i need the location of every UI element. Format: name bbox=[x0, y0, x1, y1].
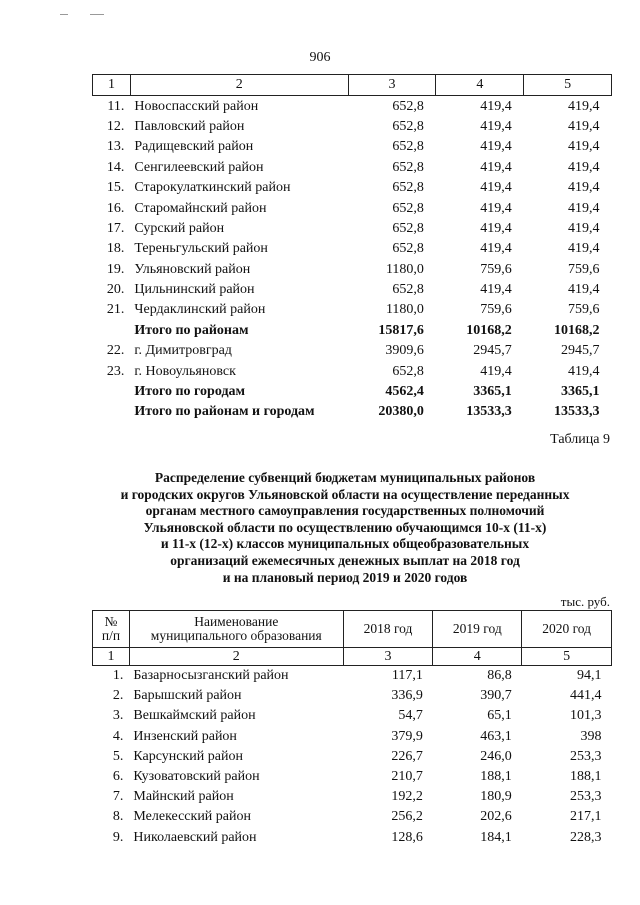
row-value: 419,4 bbox=[568, 98, 600, 114]
row-name: Тереньгульский район bbox=[134, 241, 268, 257]
row-value: 419,4 bbox=[568, 159, 600, 175]
table-continuation bbox=[92, 74, 612, 423]
row-name: Сурский район bbox=[134, 220, 225, 236]
row-name: Инзенский район bbox=[133, 728, 237, 744]
table-row bbox=[93, 300, 612, 320]
row-name: Радищевский район bbox=[134, 139, 254, 155]
row-value: 759,6 bbox=[568, 261, 600, 277]
header-text: Наименование bbox=[194, 614, 279, 629]
table-row bbox=[93, 260, 612, 280]
row-value: 3909,6 bbox=[385, 343, 424, 359]
subvention-table bbox=[92, 610, 612, 848]
row-number: 13. bbox=[106, 139, 125, 155]
row-number: 18. bbox=[106, 241, 125, 257]
table-row bbox=[93, 361, 612, 381]
row-value: 441,4 bbox=[570, 688, 602, 704]
table-row bbox=[93, 767, 612, 787]
row-value: 2945,7 bbox=[473, 343, 512, 359]
table-row bbox=[93, 686, 612, 706]
row-name: Мелекесский район bbox=[133, 809, 251, 825]
row-number: 17. bbox=[106, 220, 125, 236]
row-value: 180,9 bbox=[480, 789, 512, 805]
row-value: 1180,0 bbox=[385, 302, 424, 318]
row-value: 398 bbox=[580, 728, 602, 744]
row-value: 390,7 bbox=[480, 688, 512, 704]
table-row bbox=[93, 727, 612, 747]
row-value: 419,4 bbox=[568, 220, 600, 236]
row-number bbox=[93, 321, 131, 341]
row-name: Итого по районам bbox=[134, 322, 249, 338]
row-value: 336,9 bbox=[391, 688, 423, 704]
row-name: Новоспасский район bbox=[134, 98, 259, 114]
row-value: 20380,0 bbox=[378, 404, 424, 420]
header-cell: 5 bbox=[524, 75, 612, 96]
row-number: 11. bbox=[107, 98, 125, 114]
row-value: 419,4 bbox=[568, 363, 600, 379]
row-number: 3. bbox=[112, 708, 124, 724]
row-value: 652,8 bbox=[392, 363, 424, 379]
table-row bbox=[93, 382, 612, 402]
table-row bbox=[93, 198, 612, 218]
row-value: 202,6 bbox=[480, 809, 512, 825]
row-value: 13533,3 bbox=[466, 404, 512, 420]
row-number: 9. bbox=[112, 829, 124, 845]
row-number: 21. bbox=[106, 302, 125, 318]
row-number bbox=[93, 402, 131, 422]
row-value: 65,1 bbox=[487, 708, 512, 724]
row-value: 652,8 bbox=[392, 118, 424, 134]
header-cell: 2 bbox=[130, 75, 348, 96]
row-value: 419,4 bbox=[568, 200, 600, 216]
row-value: 246,0 bbox=[480, 748, 512, 764]
page-number: 906 bbox=[309, 50, 331, 65]
header-2018: 2018 год bbox=[343, 611, 433, 648]
row-value: 253,3 bbox=[570, 748, 602, 764]
row-number: 1. bbox=[112, 668, 124, 684]
row-value: 256,2 bbox=[391, 809, 423, 825]
header-2019: 2019 год bbox=[433, 611, 522, 648]
row-name: Базарносызганский район bbox=[133, 668, 289, 684]
row-value: 419,4 bbox=[568, 180, 600, 196]
row-value: 94,1 bbox=[577, 668, 602, 684]
row-value: 419,4 bbox=[480, 118, 512, 134]
scan-mark bbox=[60, 14, 68, 15]
header-cell: 4 bbox=[436, 75, 524, 96]
table-index-header bbox=[93, 648, 612, 666]
row-value: 419,4 bbox=[480, 282, 512, 298]
row-name: Старомайнский район bbox=[134, 200, 267, 216]
title-line: Распределение субвенций бюджетам муниципальных районов bbox=[154, 470, 536, 485]
table-row bbox=[93, 666, 612, 687]
row-value: 419,4 bbox=[480, 139, 512, 155]
row-number: 15. bbox=[106, 180, 125, 196]
row-name: Николаевский район bbox=[133, 829, 257, 845]
row-value: 419,4 bbox=[480, 363, 512, 379]
table-row bbox=[93, 219, 612, 239]
row-value: 188,1 bbox=[570, 769, 602, 785]
table-title bbox=[80, 470, 610, 586]
row-value: 419,4 bbox=[568, 139, 600, 155]
header-cell: 1 bbox=[93, 75, 131, 96]
row-value: 419,4 bbox=[480, 159, 512, 175]
row-value: 652,8 bbox=[392, 139, 424, 155]
row-value: 652,8 bbox=[392, 220, 424, 236]
row-name: Вешкаймский район bbox=[133, 708, 256, 724]
row-value: 3365,1 bbox=[473, 384, 512, 400]
table-row bbox=[93, 747, 612, 767]
header-name bbox=[129, 611, 343, 648]
unit-label: тыс. руб. bbox=[560, 594, 610, 609]
title-line: органам местного самоуправления государственных полномочий bbox=[145, 503, 545, 519]
row-name: Итого по городам bbox=[134, 384, 246, 400]
row-name: Павловский район bbox=[134, 118, 245, 134]
row-value: 652,8 bbox=[392, 159, 424, 175]
row-number: 12. bbox=[106, 118, 125, 134]
row-value: 86,8 bbox=[487, 668, 512, 684]
title-line: и городских округов Ульяновской области на осуществление переданных bbox=[120, 486, 570, 502]
row-number: 19. bbox=[106, 261, 125, 277]
header-cell: 4 bbox=[433, 648, 522, 666]
row-value: 1180,0 bbox=[385, 261, 424, 277]
row-value: 652,8 bbox=[392, 180, 424, 196]
row-name: г. Новоульяновск bbox=[134, 363, 236, 379]
table-index-header bbox=[93, 75, 612, 96]
table-row bbox=[93, 706, 612, 726]
row-value: 3365,1 bbox=[561, 384, 600, 400]
row-value: 117,1 bbox=[391, 668, 423, 684]
row-value: 759,6 bbox=[480, 261, 512, 277]
title-line: и 11-х (12-х) классов муниципальных общеобразовательных bbox=[160, 536, 530, 552]
row-name: Ульяновский район bbox=[134, 261, 251, 277]
title-line: Ульяновской области по осуществлению обучающимся 10-х (11-х) bbox=[143, 519, 547, 535]
table-row bbox=[93, 787, 612, 807]
row-value: 652,8 bbox=[392, 98, 424, 114]
row-value: 2945,7 bbox=[561, 343, 600, 359]
header-text: № bbox=[104, 614, 118, 629]
row-number: 7. bbox=[112, 789, 124, 805]
row-value: 652,8 bbox=[392, 282, 424, 298]
row-value: 419,4 bbox=[568, 241, 600, 257]
table-row bbox=[93, 341, 612, 361]
row-value: 463,1 bbox=[480, 728, 512, 744]
table-row bbox=[93, 96, 612, 117]
row-value: 419,4 bbox=[480, 200, 512, 216]
row-name: Итого по районам и городам bbox=[134, 404, 315, 420]
row-value: 15817,6 bbox=[378, 322, 424, 338]
row-value: 228,3 bbox=[570, 829, 602, 845]
row-name: Старокулаткинский район bbox=[134, 180, 291, 196]
row-value: 184,1 bbox=[480, 829, 512, 845]
row-value: 10168,2 bbox=[554, 322, 600, 338]
table-row bbox=[93, 828, 612, 848]
header-text: муниципального образования bbox=[150, 628, 322, 643]
row-value: 419,4 bbox=[480, 98, 512, 114]
row-value: 419,4 bbox=[480, 220, 512, 236]
table-row bbox=[93, 158, 612, 178]
row-name: Цильнинский район bbox=[134, 282, 255, 298]
table-row bbox=[93, 117, 612, 137]
row-number: 6. bbox=[112, 769, 124, 785]
table-row bbox=[93, 807, 612, 827]
row-value: 128,6 bbox=[391, 829, 423, 845]
row-value: 10168,2 bbox=[466, 322, 512, 338]
title-line: организаций ежемесячных денежных выплат на 2018 год bbox=[170, 552, 520, 568]
row-number: 4. bbox=[112, 728, 124, 744]
row-number bbox=[93, 382, 131, 402]
row-value: 188,1 bbox=[480, 769, 512, 785]
row-value: 4562,4 bbox=[385, 384, 424, 400]
row-name: Майнский район bbox=[133, 789, 234, 805]
row-name: Карсунский район bbox=[133, 748, 243, 764]
row-number: 20. bbox=[106, 282, 125, 298]
row-value: 217,1 bbox=[570, 809, 602, 825]
table-label: Таблица 9 bbox=[550, 432, 610, 447]
row-value: 419,4 bbox=[480, 180, 512, 196]
table-row bbox=[93, 178, 612, 198]
row-number: 16. bbox=[106, 200, 125, 216]
table-row bbox=[93, 137, 612, 157]
header-cell: 5 bbox=[522, 648, 612, 666]
header-num bbox=[93, 611, 130, 648]
header-2020: 2020 год bbox=[522, 611, 612, 648]
header-cell: 3 bbox=[343, 648, 433, 666]
row-value: 759,6 bbox=[480, 302, 512, 318]
header-cell: 3 bbox=[348, 75, 436, 96]
row-name: Кузоватовский район bbox=[133, 769, 260, 785]
row-value: 379,9 bbox=[391, 728, 423, 744]
row-value: 13533,3 bbox=[554, 404, 600, 420]
table-column-header bbox=[93, 611, 612, 648]
header-text: п/п bbox=[101, 628, 121, 643]
header-cell: 2 bbox=[129, 648, 343, 666]
row-name: Чердаклинский район bbox=[134, 302, 266, 318]
row-number: 2. bbox=[112, 688, 124, 704]
row-value: 192,2 bbox=[391, 789, 423, 805]
table-row bbox=[93, 321, 612, 341]
row-value: 210,7 bbox=[391, 769, 423, 785]
row-value: 419,4 bbox=[568, 282, 600, 298]
row-value: 419,4 bbox=[568, 118, 600, 134]
row-value: 101,3 bbox=[570, 708, 602, 724]
table-row bbox=[93, 402, 612, 422]
header-cell: 1 bbox=[93, 648, 130, 666]
row-number: 8. bbox=[112, 809, 124, 825]
row-name: Сенгилеевский район bbox=[134, 159, 264, 175]
row-number: 23. bbox=[106, 363, 125, 379]
row-number: 22. bbox=[106, 343, 125, 359]
row-number: 14. bbox=[106, 159, 125, 175]
row-value: 759,6 bbox=[568, 302, 600, 318]
row-value: 419,4 bbox=[480, 241, 512, 257]
row-number: 5. bbox=[112, 748, 124, 764]
row-name: г. Димитровград bbox=[134, 343, 232, 359]
row-value: 253,3 bbox=[570, 789, 602, 805]
row-name: Барышский район bbox=[133, 688, 242, 704]
row-value: 226,7 bbox=[391, 748, 423, 764]
scan-mark bbox=[90, 14, 104, 15]
table-row bbox=[93, 280, 612, 300]
row-value: 652,8 bbox=[392, 200, 424, 216]
row-value: 652,8 bbox=[392, 241, 424, 257]
title-line: и на плановый период 2019 и 2020 годов bbox=[222, 569, 468, 585]
row-value: 54,7 bbox=[398, 708, 423, 724]
table-row bbox=[93, 239, 612, 259]
